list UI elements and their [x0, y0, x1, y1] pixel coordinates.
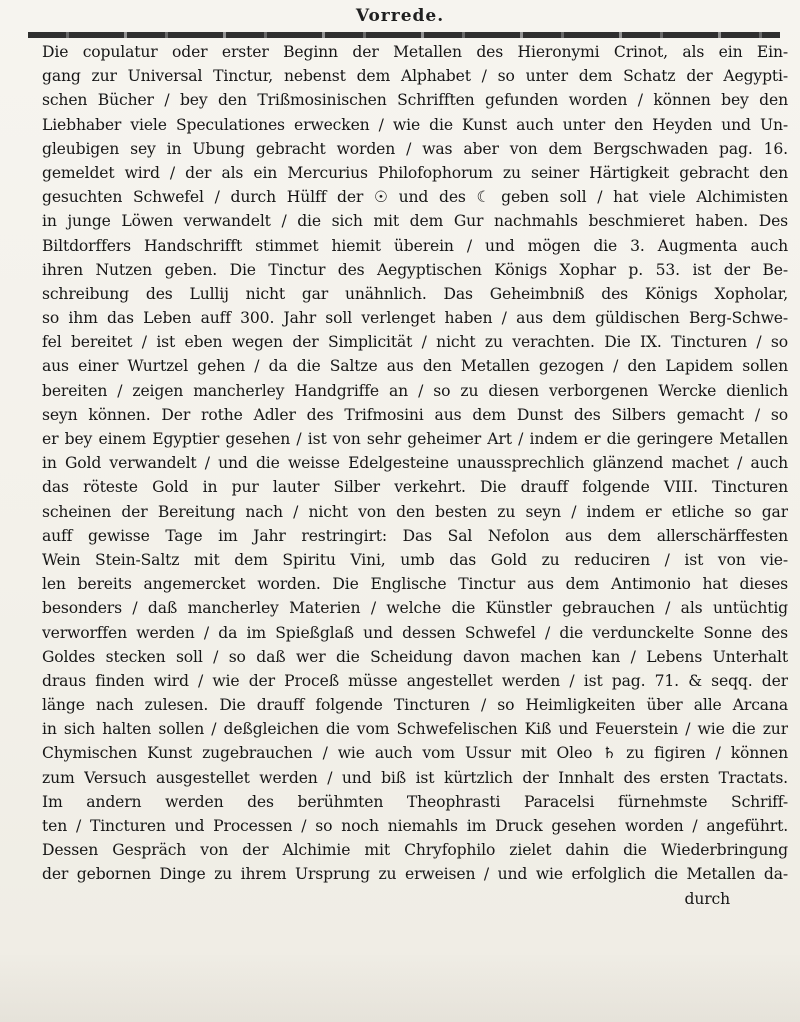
text-line: Wein Stein-Saltz mit dem Spiritu Vini, umb das Gold zu reduciren / ist von vie-: [42, 550, 788, 569]
text-line: besonders / daß mancherley Materien / welche die Künstler gebrauchen / als untüchtig: [42, 599, 788, 618]
body-text: [42, 40, 788, 911]
text-line: seyn können. Der rothe Adler des Trifmosini aus dem Dunst des Silbers gemacht / so: [42, 405, 788, 424]
text-line: gesuchten Schwefel / durch Hülff der ☉ und des ☾ geben soll / hat viele Alchimisten: [42, 188, 788, 207]
text-line: bereiten / zeigen mancherley Handgriffe an / so zu diesen verborgenen Wercke dienlich: [42, 381, 788, 400]
text-line: auff gewisse Tage im Jahr restringirt: Das Sal Nefolon aus dem allerschärffesten: [42, 526, 788, 545]
text-line: Chymischen Kunst zugebrauchen / wie auch vom Ussur mit Oleo ♄ zu figiren / können: [42, 744, 788, 763]
text-line: len bereits angemercket worden. Die Englische Tinctur aus dem Antimonio hat dieses: [42, 575, 788, 594]
text-line: gleubigen sey in Ubung gebracht worden / was aber von dem Bergschwaden pag. 16.: [42, 139, 788, 158]
text-line: in junge Löwen verwandelt / die sich mit dem Gur nachmahls beschmieret haben. Des: [42, 212, 788, 231]
text-line: er bey einem Egyptier gesehen / ist von sehr geheimer Art / indem er die geringere Metallen: [42, 430, 788, 448]
text-line: Im andern werden des berühmten Theophrasti Paracelsi fürnehmste Schriff-: [42, 792, 788, 811]
text-line: Die copulatur oder erster Beginn der Metallen des Hieronymi Crinot, als ein Ein-: [42, 43, 788, 61]
text-line: verworffen werden / da im Spießglaß und dessen Schwefel / die verdunckelte Sonne des: [42, 623, 788, 642]
text-line: gang zur Universal Tinctur, nebenst dem Alphabet / so unter dem Schatz der Aegypti-: [42, 67, 788, 86]
text-line: ten / Tincturen und Processen / so noch niemahls im Druck gesehen worden / angeführt.: [42, 817, 788, 835]
running-head: Vorrede.: [355, 6, 445, 26]
text-line: Goldes stecken soll / so daß wer die Scheidung davon machen kan / Lebens Unterhalt: [42, 647, 788, 666]
text-line: schreibung des Lullij nicht gar unähnlich. Das Geheimbniß des Königs Xopholar,: [42, 284, 788, 303]
text-line: das röteste Gold in pur lauter Silber verkehrt. Die drauff folgende VIII. Tincturen: [42, 478, 788, 497]
text-line: Biltdorffers Handschrifft stimmet hiemit überein / und mögen die 3. Augmenta auch: [42, 236, 788, 255]
text-line: Liebhaber viele Speculationes erwecken / wie die Kunst auch unter den Heyden und Un-: [42, 115, 788, 134]
text-line: länge nach zulesen. Die drauff folgende Tincturen / so Heimligkeiten über alle Arcana: [42, 696, 788, 715]
text-line: draus finden wird / wie der Proceß müsse angestellet werden / ist pag. 71. & seqq. der: [42, 671, 788, 690]
text-line: fel bereitet / ist eben wegen der Simplicität / nicht zu verachten. Die IX. Tincturen / so: [42, 333, 788, 352]
text-line: gemeldet wird / der als ein Mercurius Philofophorum zu seiner Härtigkeit gebracht den: [42, 163, 788, 182]
text-line: in sich halten sollen / deßgleichen die vom Schwefelischen Kiß und Feuerstein / wie die zur: [42, 720, 788, 739]
text-line: Dessen Gespräch von der Alchimie mit Chryfophilo zielet dahin die Wiederbringung: [42, 841, 788, 860]
text-line: zum Versuch ausgestellet werden / und biß ist kürtzlich der Innhalt des ersten Tractats.: [42, 768, 788, 787]
text-line: ihren Nutzen geben. Die Tinctur des Aegyptischen Königs Xophar p. 53. ist der Be-: [42, 260, 788, 279]
text-line: in Gold verwandelt / und die weisse Edelgesteine unaussprechlich glänzend machet / auch: [42, 454, 788, 473]
text-line: so ihm das Leben auff 300. Jahr soll verlenget haben / aus dem güldischen Berg-Schwe-: [42, 309, 788, 328]
text-line: schen Bücher / bey den Trißmosinischen Schrifften gefunden worden / können bey den: [42, 91, 788, 110]
text-line: aus einer Wurtzel gehen / da die Saltze aus den Metallen gezogen / den Lapidem sollen: [42, 357, 788, 376]
header-rule: [28, 32, 780, 38]
scan-shade: [0, 952, 800, 1022]
text-line: der gebornen Dinge zu ihrem Ursprung zu erweisen / und wie erfolglich die Metallen da-: [42, 865, 788, 884]
catchword: durch: [684, 889, 730, 908]
text-line: scheinen der Bereitung nach / nicht von den besten zu seyn / indem er etliche so gar: [42, 502, 788, 521]
